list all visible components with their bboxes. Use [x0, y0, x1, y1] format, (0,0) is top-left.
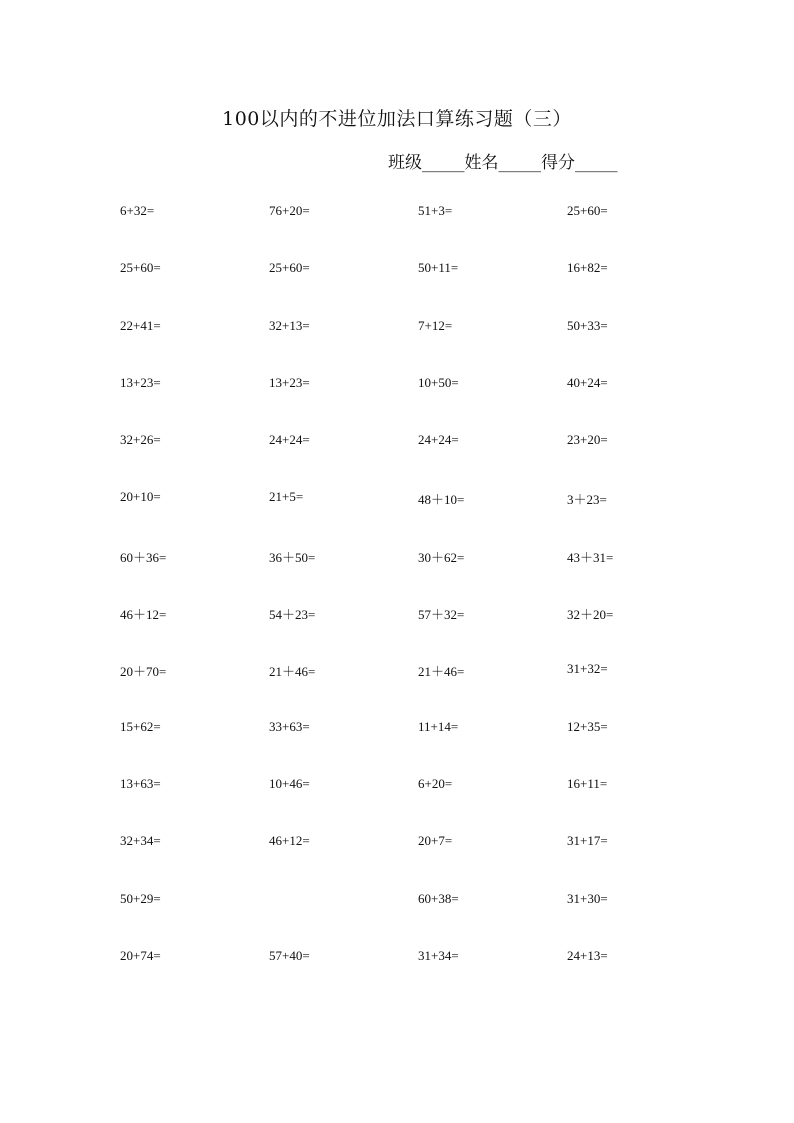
problem-cell: 16+11=	[567, 775, 608, 791]
problem-row	[120, 547, 720, 604]
problem-cell: 25+60=	[269, 260, 310, 276]
problem-cell: 13+23=	[269, 374, 310, 390]
problem-cell: 50+29=	[120, 890, 161, 906]
problem-cell: 10+46=	[269, 775, 310, 791]
problem-row	[120, 489, 720, 546]
problem-cell: 11+14=	[418, 718, 459, 734]
problem-cell: 46+12=	[269, 833, 310, 849]
problem-cell: 13+23=	[120, 374, 161, 390]
problem-cell: 57＋32=	[418, 607, 465, 623]
problem-cell: 54＋23=	[269, 607, 316, 623]
problem-cell: 32+26=	[120, 432, 161, 448]
problem-cell: 6+32=	[120, 203, 155, 218]
problem-row	[120, 719, 720, 776]
problem-row	[120, 776, 720, 833]
problem-cell: 21＋46=	[418, 664, 465, 680]
problem-cell: 30＋62=	[418, 549, 465, 565]
problem-cell: 16+82=	[567, 260, 608, 276]
problem-cell: 3＋23=	[567, 492, 607, 508]
problem-cell: 21＋46=	[269, 664, 316, 680]
problem-row	[120, 604, 720, 661]
worksheet-title: 100以内的不进位加法口算练习题（三）	[222, 108, 572, 130]
problem-cell: 48＋10=	[418, 492, 465, 508]
problem-cell: 20+10=	[120, 489, 161, 505]
problem-row	[120, 375, 720, 432]
problem-cell: 32＋20=	[567, 607, 614, 623]
problem-row	[120, 661, 720, 718]
problem-cell: 33+63=	[269, 718, 310, 734]
problem-cell: 22+41=	[120, 317, 161, 333]
problem-cell: 50+11=	[418, 260, 459, 276]
problem-cell: 24+13=	[567, 947, 608, 963]
problem-cell: 43＋31=	[567, 549, 614, 565]
problem-cell: 21+5=	[269, 489, 304, 505]
problem-cell: 50+33=	[567, 317, 608, 333]
problem-row	[120, 833, 720, 890]
problem-cell: 57+40=	[269, 947, 310, 963]
problem-cell: 60+38=	[418, 890, 459, 906]
problem-row	[120, 891, 720, 948]
problem-cell: 31+17=	[567, 833, 608, 849]
problem-cell: 15+62=	[120, 718, 161, 734]
problem-cell: 6+20=	[418, 775, 453, 791]
problem-cell: 20＋70=	[120, 664, 167, 680]
problem-cell: 40+24=	[567, 374, 608, 390]
problem-cell: 32+13=	[269, 317, 310, 333]
problem-cell: 31+34=	[418, 947, 459, 963]
problem-cell: 20+74=	[120, 947, 161, 963]
problem-cell: 10+50=	[418, 374, 459, 390]
student-info-line: 班级_____姓名_____得分_____	[388, 153, 618, 173]
problem-cell: 13+63=	[120, 775, 161, 791]
problem-cell: 23+20=	[567, 432, 608, 448]
problem-row	[120, 432, 720, 489]
problem-cell: 25+60=	[120, 260, 161, 276]
problem-row	[120, 318, 720, 375]
problem-row	[120, 260, 720, 317]
problem-row	[120, 948, 720, 1005]
problem-cell: 24+24=	[269, 432, 310, 448]
problem-cell: 51+3=	[418, 203, 453, 218]
problem-cell: 36＋50=	[269, 549, 316, 565]
problem-cell: 31+30=	[567, 890, 608, 906]
problem-cell: 31+32=	[567, 661, 608, 677]
problem-cell: 46＋12=	[120, 607, 167, 623]
problem-cell: 76+20=	[269, 203, 310, 218]
problem-cell: 20+7=	[418, 833, 453, 849]
problem-cell: 32+34=	[120, 833, 161, 849]
problem-cell: 7+12=	[418, 317, 453, 333]
problem-cell: 24+24=	[418, 432, 459, 448]
problem-cell: 25+60=	[567, 203, 608, 218]
problem-grid	[120, 203, 720, 1005]
problem-row	[120, 203, 720, 260]
problem-cell: 12+35=	[567, 718, 608, 734]
problem-cell: 60＋36=	[120, 549, 167, 565]
